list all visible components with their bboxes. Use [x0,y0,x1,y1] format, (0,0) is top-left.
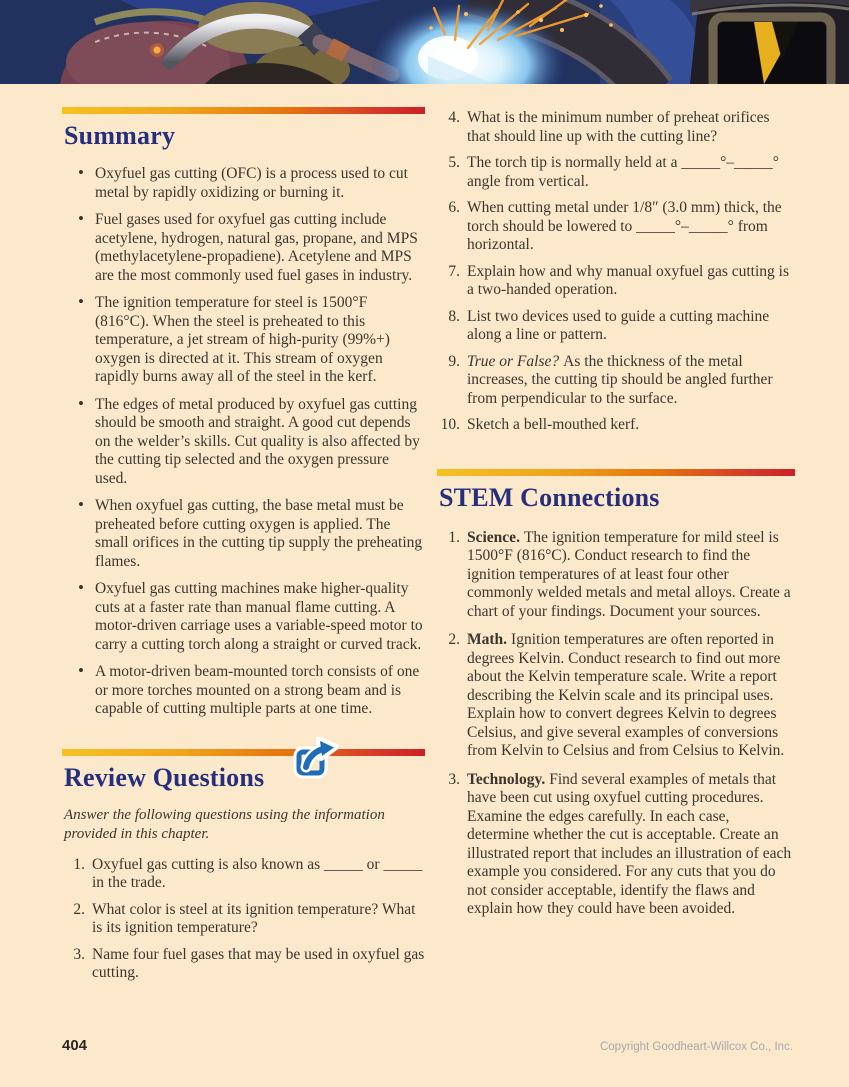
stem-item-list [437,529,795,919]
question-text: When cutting metal under 1/8″ (3.0 mm) thick, the torch should be lowered to _____°–_____° from horizontal. [467,199,782,253]
review-questions-continued [437,84,795,435]
review-question [62,901,425,938]
stem-item [437,529,795,622]
summary-bullet-list [62,165,425,719]
question-text: Oxyfuel gas cutting is also known as _____ or _____ in the trade. [92,855,423,891]
section-rule-bar [62,107,425,114]
summary-bullet: • Fuel gases used for oxyfuel gas cutting include acetylene, hydrogen, natural gas, propane, and MPS (methylacetylene-propadiene). Acetylene and MPS are the most commonly used fuel gases in industry. [62,211,425,285]
stem-connections-section [437,469,795,919]
stem-item-body: Ignition temperatures are often reported in degrees Kelvin. Conduct research to find out more about the Kelvin temperature scale. Write a report describing the Kelvin scale and its principal uses. Explain how to convert degrees Kelvin to degrees Celsius, and give several examples of conversions from Kelvin to Celsius and from Celsius to Kelvin. [467,631,785,759]
question-text [467,353,795,409]
stem-subject-label: Technology. [467,770,546,788]
welding-photo [0,0,849,84]
question-text: Sketch a bell-mouthed kerf. [467,416,640,433]
section-rule-bar [437,469,795,476]
stem-item-number: 2. [448,631,460,648]
review-questions-title: Review Questions [64,762,265,792]
question-number: 1. [73,855,85,873]
stem-item-text [467,529,795,622]
stem-item [437,771,795,919]
summary-bullet: • The ignition temperature for steel is 1500°F (816°C). When the steel is preheated to this temperature, a jet stream of high-purity (99%+) oxygen is directed at it. This stream of oxygen rapidly burns away all of the steel in the kerf. [62,294,425,387]
question-text: What color is steel at its ignition temperature? What is its ignition temperature? [92,900,416,936]
review-question [437,263,795,300]
stem-subject-label: Math. [467,631,508,648]
stem-item-body: The ignition temperature for mild steel is 1500°F (816°C). Conduct research to find the ignition temperatures of at least four other commonly welded metals and metal alloys. Create a chart of your findings. Document your sources. [467,528,791,620]
summary-title: Summary [64,121,176,150]
stem-item-number: 1. [448,528,460,546]
review-question [437,416,795,435]
review-questions-section [62,749,425,983]
review-question-list-left [62,856,425,983]
question-text: The torch tip is normally held at a _____°–_____° angle from vertical. [467,154,780,190]
review-question [437,109,795,146]
true-or-false-label: True or False? [467,352,560,370]
question-number: 7. [448,262,460,280]
summary-bullet: • Oxyfuel gas cutting machines make higher-quality cuts at a faster rate than manual flame cutting. A motor-driven carriage uses a variable-speed motor to carry a cutting torch along a straight or curved track. [62,580,425,654]
question-number: 9. [448,352,460,370]
stem-item-number: 3. [448,770,460,788]
summary-bullet: • A motor-driven beam-mounted torch consists of one or more torches mounted on a strong beam and is capable of cutting multiple parts at one time. [62,663,425,719]
stem-connections-title: STEM Connections [439,482,660,512]
review-question [62,856,425,893]
question-text-body: As the thickness of the metal increases, the cutting tip should be angled further from perpendicular to the surface. [467,352,773,407]
stem-item-text [467,631,795,761]
question-number: 5. [448,154,460,171]
review-question [62,946,425,983]
review-question [437,353,795,409]
stem-item-body: Find several examples of metals that have been cut using oxyfuel cutting procedures. Examine the edges carefully. In each case, determine whether the cut is acceptable. Create an illustrated report that includes an illustration of each example you considered. For any cuts that you do not consider acceptable, identify the flaws and explain how they could have been avoided. [467,770,792,917]
question-text: What is the minimum number of preheat orifices that should line up with the cutting line? [467,109,770,145]
summary-bullet: • Oxyfuel gas cutting (OFC) is a process used to cut metal by rapidly oxidizing or burning it. [62,165,425,202]
page-content [62,84,795,991]
question-number: 4. [448,109,460,126]
page-footer [62,1037,793,1054]
stem-subject-label: Science. [467,528,520,546]
question-text: List two devices used to guide a cutting machine along a line or pattern. [467,307,770,343]
question-text: Name four fuel gases that may be used in oxyfuel gas cutting. [92,945,425,981]
review-question-list-right [437,109,795,435]
section-rule-bar [62,749,425,756]
question-number: 6. [448,199,460,216]
stem-item [437,631,795,761]
summary-bullet: • The edges of metal produced by oxyfuel gas cutting should be smooth and straight. A good cut depends on the welder’s skills. Cut quality is also affected by the cutting tip selected and the oxygen pressure used. [62,396,425,489]
review-question [437,308,795,345]
question-number: 8. [448,307,460,325]
summary-bullet: • When oxyfuel gas cutting, the base metal must be preheated before cutting oxygen is applied. The small orifices in the cutting tip supply the preheating flames. [62,497,425,571]
review-intro-text: Answer the following questions using the information provided in this chapter. [64,806,385,842]
question-number: 3. [73,945,85,963]
right-column [437,84,795,991]
question-text: Explain how and why manual oxyfuel gas cutting is a two-handed operation. [467,262,789,298]
external-link-icon[interactable] [292,737,338,783]
review-question [437,154,795,191]
review-question [437,199,795,255]
summary-section [62,84,425,719]
page-number: 404 [62,1037,88,1054]
left-column [62,84,425,991]
stem-item-text [467,771,795,919]
question-number: 2. [73,900,85,918]
copyright-text: Copyright Goodheart-Willcox Co., Inc. [599,1041,793,1053]
question-number: 10. [440,416,460,433]
